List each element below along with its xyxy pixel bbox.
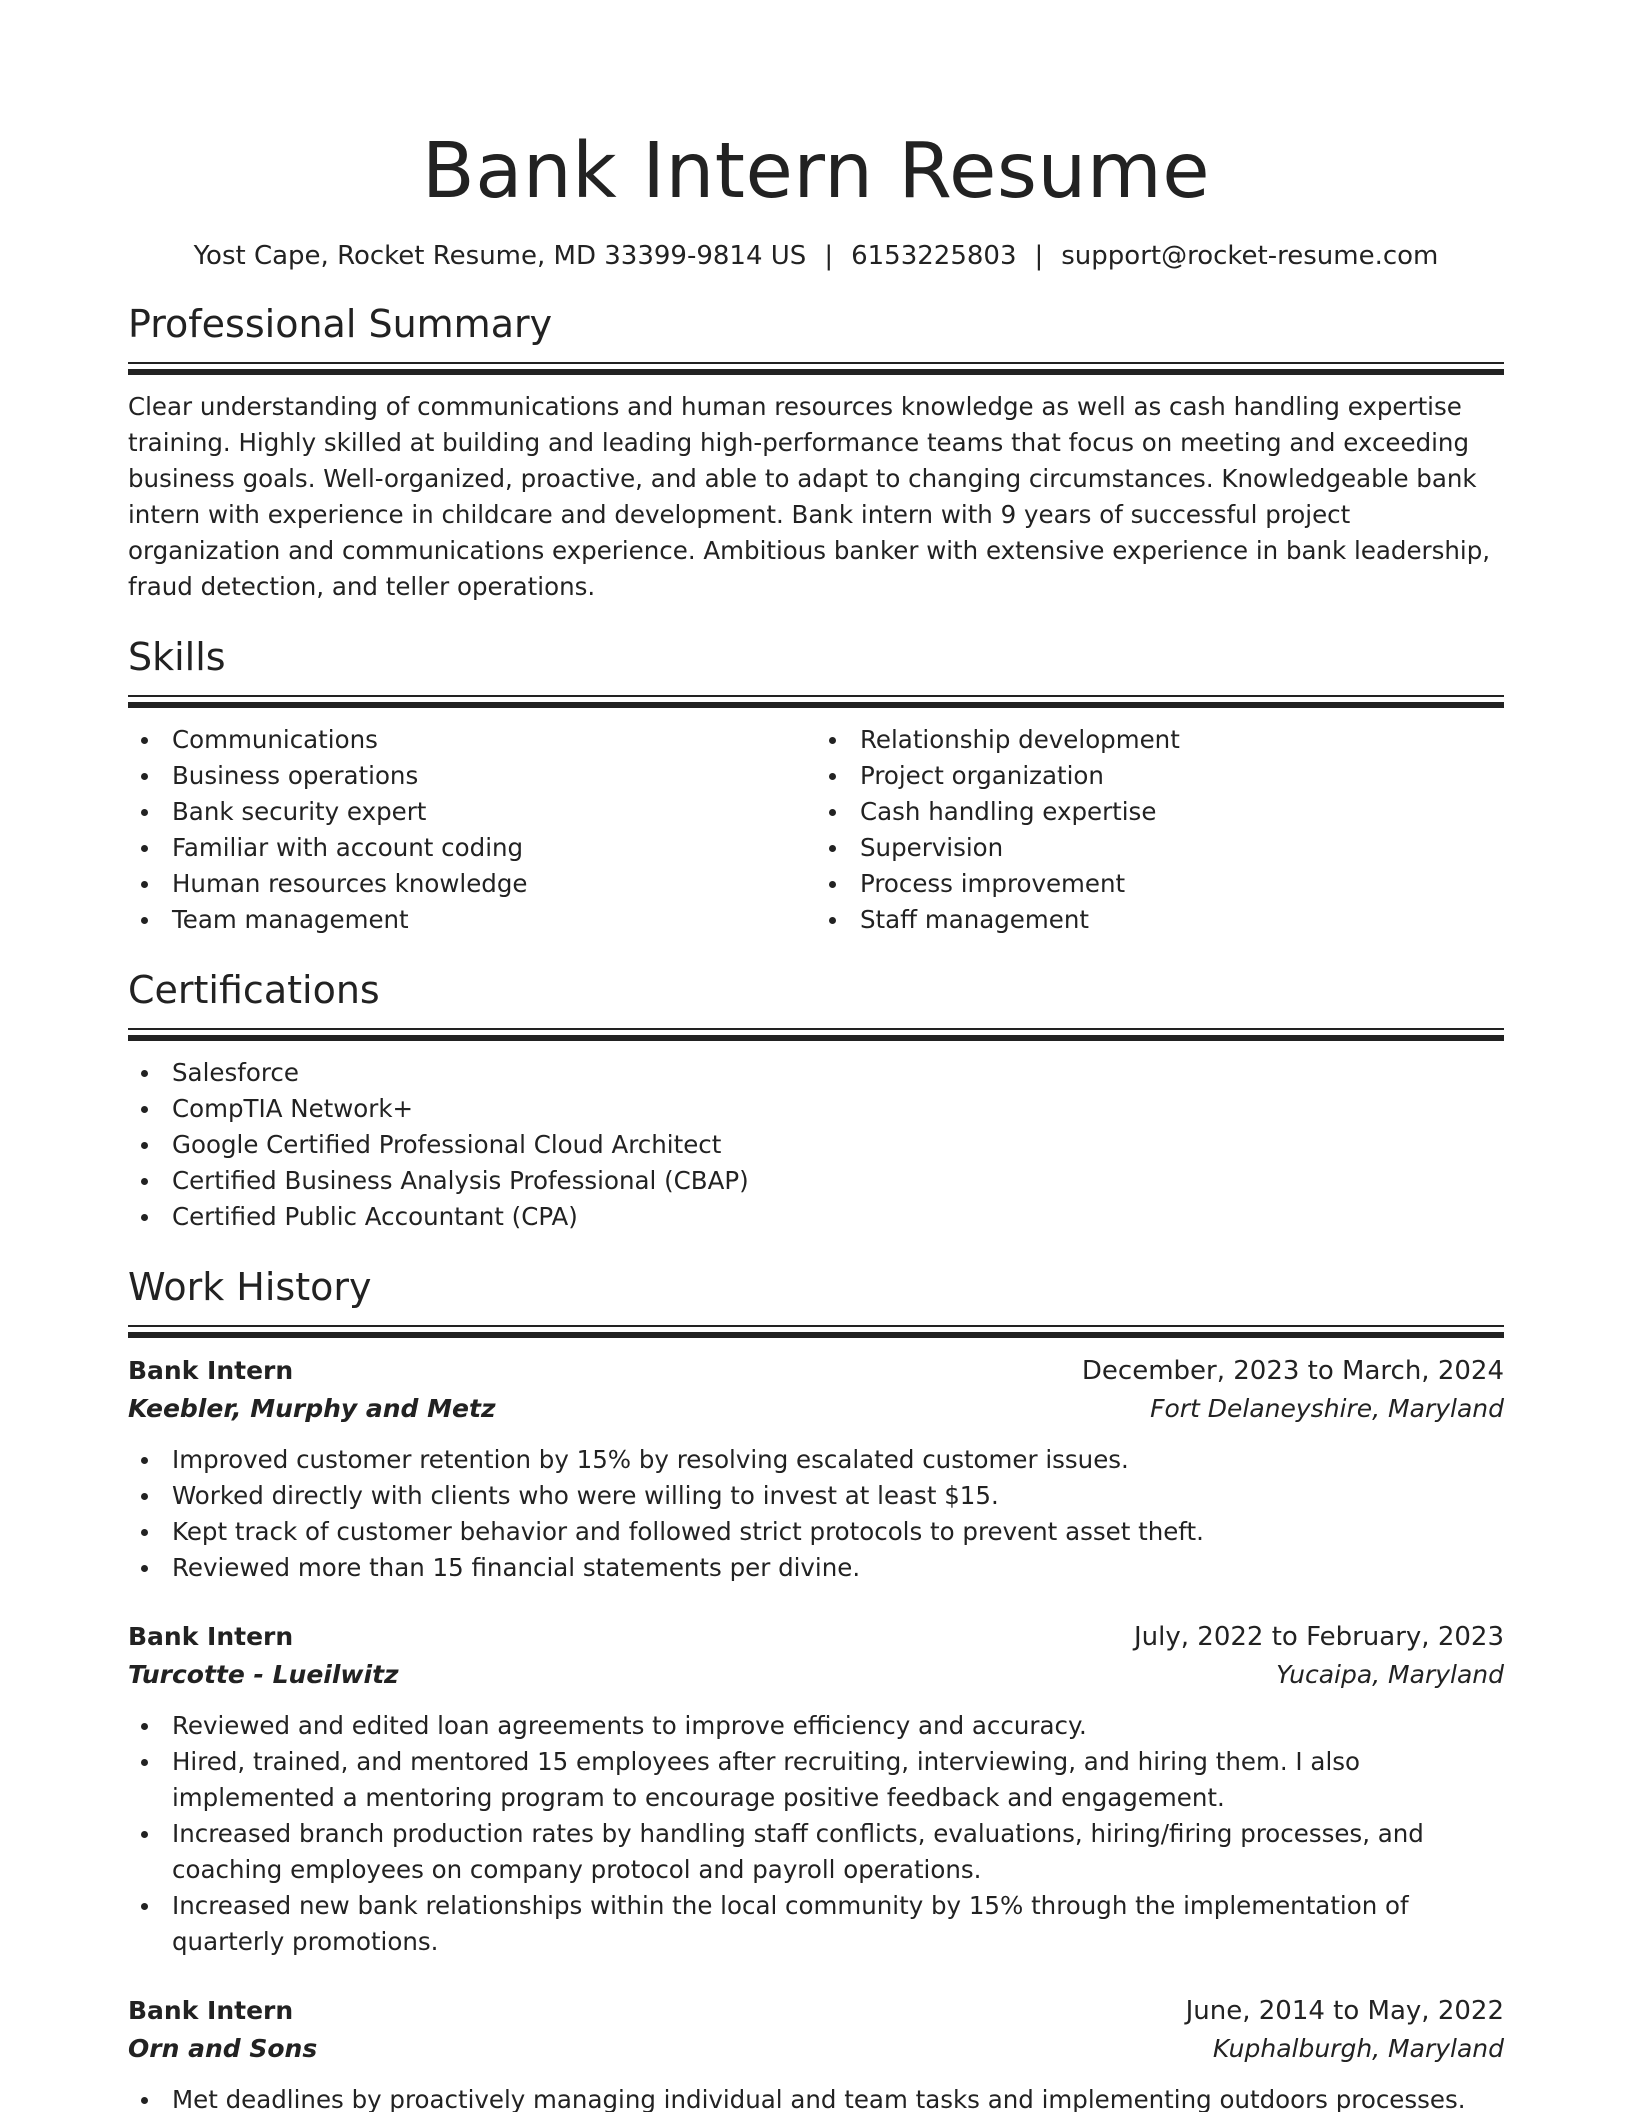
skills-heading: Skills <box>128 635 226 679</box>
section-divider <box>128 695 1504 708</box>
skills-section <box>128 633 1504 938</box>
job-bullet: Increased branch production rates by handling staff conflicts, evaluations, hiring/firing processes, and coaching employees on company protocol and payroll operations. <box>128 1816 1504 1888</box>
skill-item: Cash handling expertise <box>816 794 1504 830</box>
job-bullet: Met deadlines by proactively managing individual and team tasks and implementing outdoors processes. <box>128 2082 1504 2112</box>
skill-item: Project organization <box>816 758 1504 794</box>
skill-item: Process improvement <box>816 866 1504 902</box>
contact-phone: 6153225803 <box>851 241 1017 271</box>
job-subheader-row <box>128 1656 1504 1694</box>
job-title: Bank Intern <box>128 1996 294 2025</box>
job-dates: December, 2023 to March, 2024 <box>1081 1356 1504 1386</box>
skill-item: Bank security expert <box>128 794 816 830</box>
job-location: Yucaipa, Maryland <box>1276 1660 1504 1689</box>
job-bullets <box>128 1442 1504 1586</box>
work-history-section <box>128 1263 1504 2112</box>
skill-item: Team management <box>128 902 816 938</box>
job-company: Keebler, Murphy and Metz <box>128 1394 496 1423</box>
job-entry <box>128 1992 1504 2112</box>
job-header-row <box>128 1352 1504 1390</box>
contact-separator: | <box>1034 241 1044 271</box>
skill-item: Staff management <box>816 902 1504 938</box>
skill-item: Human resources knowledge <box>128 866 816 902</box>
contact-email: support@rocket-resume.com <box>1061 241 1439 271</box>
skill-item: Business operations <box>128 758 816 794</box>
contact-line <box>128 238 1504 274</box>
job-bullet: Reviewed more than 15 financial statements per divine. <box>128 1550 1504 1586</box>
resume-title: Bank Intern Resume <box>421 127 1211 216</box>
skill-item: Communications <box>128 722 816 758</box>
job-bullet: Kept track of customer behavior and followed strict protocols to prevent asset theft. <box>128 1514 1504 1550</box>
skill-item: Relationship development <box>816 722 1504 758</box>
job-bullets <box>128 2082 1504 2112</box>
job-location: Fort Delaneyshire, Maryland <box>1150 1394 1504 1423</box>
summary-text: Clear understanding of communications and human resources knowledge as well as cash handling expertise training. Highly skilled at building and leading high-performance teams that focus on meeting and exceeding business goals. Well-organized, proactive, and able to adapt to changing circumstances. Knowledgeable bank intern with experience in childcare and development. Bank intern with 9 years of successful project organization and communications experience. Ambitious banker with extensive experience in bank leadership, fraud detection, and teller operations. <box>128 392 1491 601</box>
job-location: Kuphalburgh, Maryland <box>1212 2034 1504 2063</box>
summary-heading: Professional Summary <box>128 302 553 346</box>
summary-section <box>128 300 1504 605</box>
certification-item: Google Certified Professional Cloud Architect <box>128 1127 1504 1163</box>
job-bullet: Hired, trained, and mentored 15 employees after recruiting, interviewing, and hiring them. I also implemented a mentoring program to encourage positive feedback and engagement. <box>128 1744 1504 1816</box>
certifications-section <box>128 966 1504 1235</box>
skills-grid <box>128 722 1504 938</box>
job-entry <box>128 1618 1504 1960</box>
job-title: Bank Intern <box>128 1622 294 1651</box>
section-divider <box>128 1325 1504 1338</box>
job-dates: June, 2014 to May, 2022 <box>1185 1996 1504 2026</box>
job-bullet: Improved customer retention by 15% by resolving escalated customer issues. <box>128 1442 1504 1478</box>
certification-item: Salesforce <box>128 1055 1504 1091</box>
skill-item: Familiar with account coding <box>128 830 816 866</box>
job-subheader-row <box>128 1390 1504 1428</box>
skill-item: Supervision <box>816 830 1504 866</box>
job-dates: July, 2022 to February, 2023 <box>1134 1622 1504 1652</box>
job-company: Orn and Sons <box>128 2034 318 2063</box>
job-title: Bank Intern <box>128 1356 294 1385</box>
certification-item: Certified Business Analysis Professional (CBAP) <box>128 1163 1504 1199</box>
contact-address: Yost Cape, Rocket Resume, MD 33399-9814 US <box>193 241 807 271</box>
certification-item: Certified Public Accountant (CPA) <box>128 1199 1504 1235</box>
job-bullet: Worked directly with clients who were willing to invest at least $15. <box>128 1478 1504 1514</box>
certification-item: CompTIA Network+ <box>128 1091 1504 1127</box>
certifications-heading: Certifications <box>128 968 380 1012</box>
section-divider <box>128 1028 1504 1041</box>
skills-list-left <box>128 722 816 938</box>
section-divider <box>128 362 1504 375</box>
job-header-row <box>128 1992 1504 2030</box>
job-header-row <box>128 1618 1504 1656</box>
work-history-heading: Work History <box>128 1265 372 1309</box>
skills-list-right <box>816 722 1504 938</box>
contact-separator: | <box>824 241 834 271</box>
job-bullets <box>128 1708 1504 1960</box>
certifications-list <box>128 1055 1504 1235</box>
job-entry <box>128 1352 1504 1586</box>
job-bullet: Reviewed and edited loan agreements to improve efficiency and accuracy. <box>128 1708 1504 1744</box>
job-company: Turcotte - Lueilwitz <box>128 1660 399 1689</box>
job-subheader-row <box>128 2030 1504 2068</box>
job-bullet: Increased new bank relationships within the local community by 15% through the implementation of quarterly promotions. <box>128 1888 1504 1960</box>
